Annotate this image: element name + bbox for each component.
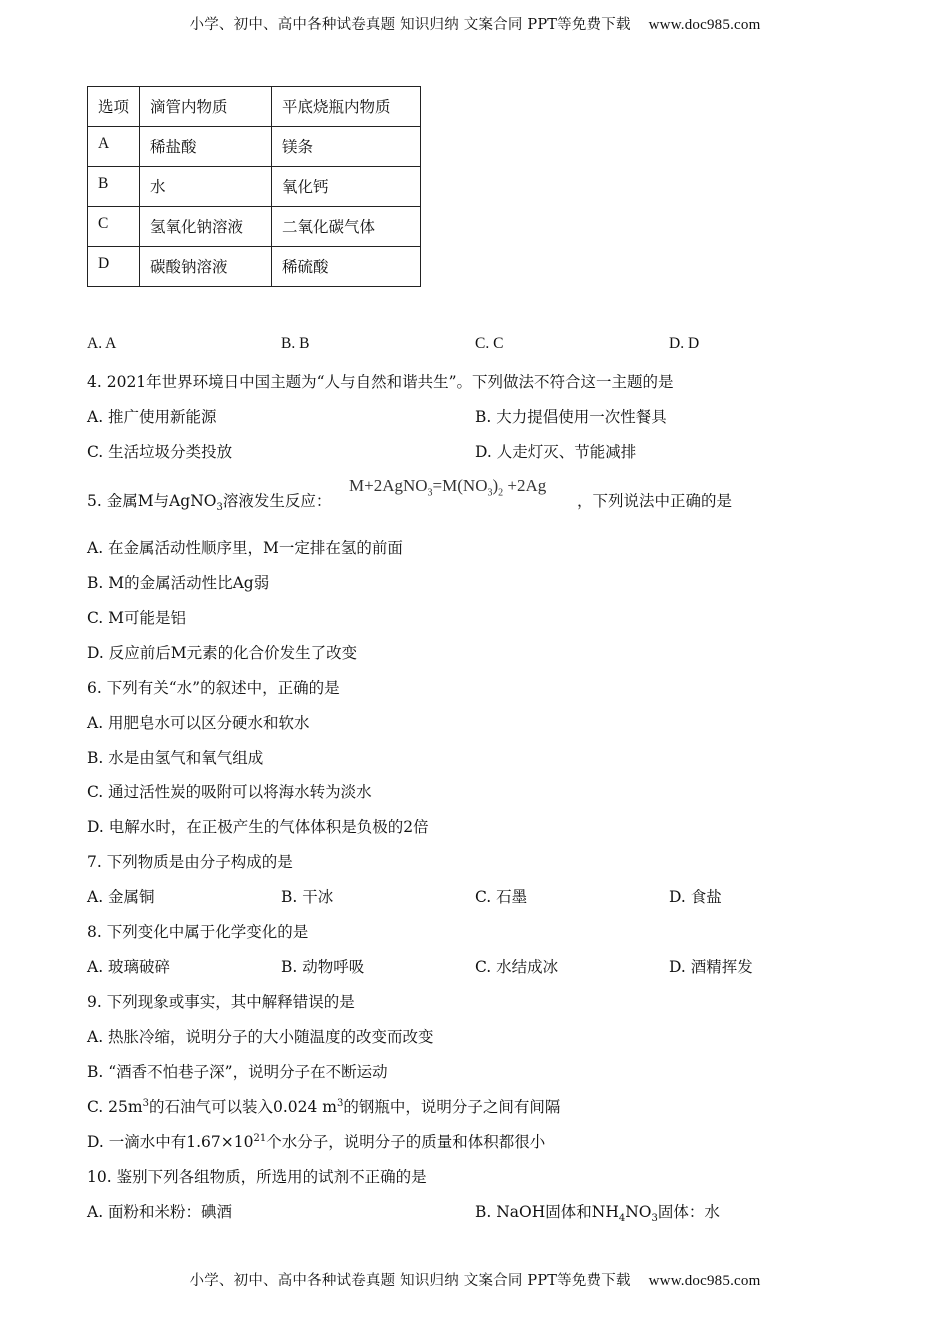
page-footer (0, 1269, 950, 1290)
q5-equation (349, 476, 546, 498)
q5-stem-b: 溶液发生反应： (222, 492, 332, 510)
table-cell: 稀盐酸 (140, 127, 272, 167)
eq-part: M+2AgNO (349, 476, 428, 495)
q10-stem: 10. 鉴别下列各组物质，所选用的试剂不正确的是 (87, 1168, 427, 1186)
table-row (88, 127, 421, 167)
table-cell: A (88, 127, 140, 167)
q7-option-d: D. 食盐 (669, 888, 722, 906)
table-cell: 稀硫酸 (272, 247, 421, 287)
q3-option-b: B. B (281, 335, 310, 352)
table-cell: 氢氧化钠溶液 (140, 207, 272, 247)
q6-option-b: B. 水是由氢气和氧气组成 (87, 749, 264, 767)
q5-stem-c: ，下列说法中正确的是 (577, 492, 733, 510)
q10-b-part: 固体：水 (657, 1203, 720, 1221)
q5-stem-sub: 3 (216, 502, 223, 514)
options-table (87, 86, 421, 287)
q9-c-sup: 3 (142, 1097, 149, 1109)
q7-option-b: B. 干冰 (281, 888, 334, 906)
q4-option-c: C. 生活垃圾分类投放 (87, 443, 233, 461)
header-text: 小学、初中、高中各种试卷真题 知识归纳 文案合同 PPT等免费下载 (189, 17, 631, 33)
eq-part: +2Ag (503, 476, 547, 495)
eq-sub: 3 (487, 487, 493, 499)
q9-d-part: D. 一滴水中有1.67×10 (87, 1133, 254, 1151)
q10-b-part: NO (625, 1203, 652, 1221)
table-cell: D (88, 247, 140, 287)
q3-option-c: C. C (475, 335, 504, 352)
eq-sub: 3 (427, 487, 433, 499)
q9-option-d (87, 1130, 545, 1152)
q5-stem (87, 489, 331, 513)
eq-part: ) (492, 476, 499, 495)
q5-stem-a: 5. 金属M与AgNO (87, 492, 217, 510)
q10-b-part: B. NaOH固体和NH (475, 1203, 619, 1221)
q9-option-b: B. “酒香不怕巷子深”，说明分子在不断运动 (87, 1063, 388, 1081)
table-cell: 碳酸钠溶液 (140, 247, 272, 287)
page-header (0, 13, 950, 34)
q5-option-b: B. M的金属活动性比Ag弱 (87, 574, 270, 592)
table-header-row (88, 87, 421, 127)
q10-b-sub: 3 (651, 1213, 658, 1225)
q9-c-part: C. 25m (87, 1098, 143, 1116)
q10-b-sub: 4 (618, 1213, 626, 1225)
table-header-cell: 滴管内物质 (140, 87, 272, 127)
header-site: www.doc985.com (648, 17, 761, 33)
q3-option-a: A. A (87, 335, 117, 352)
q4-option-d: D. 人走灯灭、节能减排 (475, 443, 637, 461)
table-cell: 水 (140, 167, 272, 207)
table-row (88, 207, 421, 247)
table-header-cell: 平底烧瓶内物质 (272, 87, 421, 127)
q9-c-part: 的钢瓶中，说明分子之间有间隔 (343, 1098, 561, 1116)
table-cell: C (88, 207, 140, 247)
q9-d-sup: 21 (253, 1132, 267, 1144)
q6-option-c: C. 通过活性炭的吸附可以将海水转为淡水 (87, 783, 372, 801)
q8-stem: 8. 下列变化中属于化学变化的是 (87, 923, 309, 941)
q10-option-b (475, 1200, 720, 1224)
q7-stem: 7. 下列物质是由分子构成的是 (87, 853, 293, 871)
q3-option-d: D. D (669, 335, 700, 352)
q8-option-c: C. 水结成冰 (475, 958, 559, 976)
q9-c-sup: 3 (336, 1097, 344, 1109)
q7-option-c: C. 石墨 (475, 888, 528, 906)
q9-option-a: A. 热胀冷缩，说明分子的大小随温度的改变而改变 (87, 1028, 434, 1046)
q5-option-c: C. M可能是铝 (87, 609, 187, 627)
q4-stem: 4. 2021年世界环境日中国主题为“人与自然和谐共生”。下列做法不符合这一主题的是 (87, 373, 674, 391)
q6-stem: 6. 下列有关“水”的叙述中，正确的是 (87, 679, 340, 697)
q4-option-a: A. 推广使用新能源 (87, 408, 217, 426)
q5-option-a: A. 在金属活动性顺序里，M一定排在氢的前面 (87, 539, 403, 557)
footer-text: 小学、初中、高中各种试卷真题 知识归纳 文案合同 PPT等免费下载 (189, 1273, 631, 1289)
table-cell: B (88, 167, 140, 207)
table-cell: 镁条 (272, 127, 421, 167)
q9-d-part: 个水分子，说明分子的质量和体积都很小 (266, 1133, 546, 1151)
table-header-cell: 选项 (88, 87, 140, 127)
q9-stem: 9. 下列现象或事实，其中解释错误的是 (87, 993, 355, 1011)
q8-option-b: B. 动物呼吸 (281, 958, 365, 976)
q7-option-a: A. 金属铜 (87, 888, 155, 906)
q9-c-part: 的石油气可以装入0.024 m (148, 1098, 337, 1116)
q5-option-d: D. 反应前后M元素的化合价发生了改变 (87, 644, 358, 662)
footer-site: www.doc985.com (648, 1273, 761, 1289)
q6-option-d: D. 电解水时，在正极产生的气体体积是负极的2倍 (87, 818, 429, 836)
q10-option-a: A. 面粉和米粉：碘酒 (87, 1203, 233, 1221)
eq-part: =M(NO (432, 476, 488, 495)
eq-sub: 2 (498, 487, 504, 499)
q8-option-d: D. 酒精挥发 (669, 958, 753, 976)
q9-option-c (87, 1095, 560, 1117)
q4-option-b: B. 大力提倡使用一次性餐具 (475, 408, 667, 426)
table-cell: 二氧化碳气体 (272, 207, 421, 247)
q6-option-a: A. 用肥皂水可以区分硬水和软水 (87, 714, 310, 732)
q8-option-a: A. 玻璃破碎 (87, 958, 171, 976)
table-cell: 氧化钙 (272, 167, 421, 207)
table-row (88, 167, 421, 207)
table-row (88, 247, 421, 287)
